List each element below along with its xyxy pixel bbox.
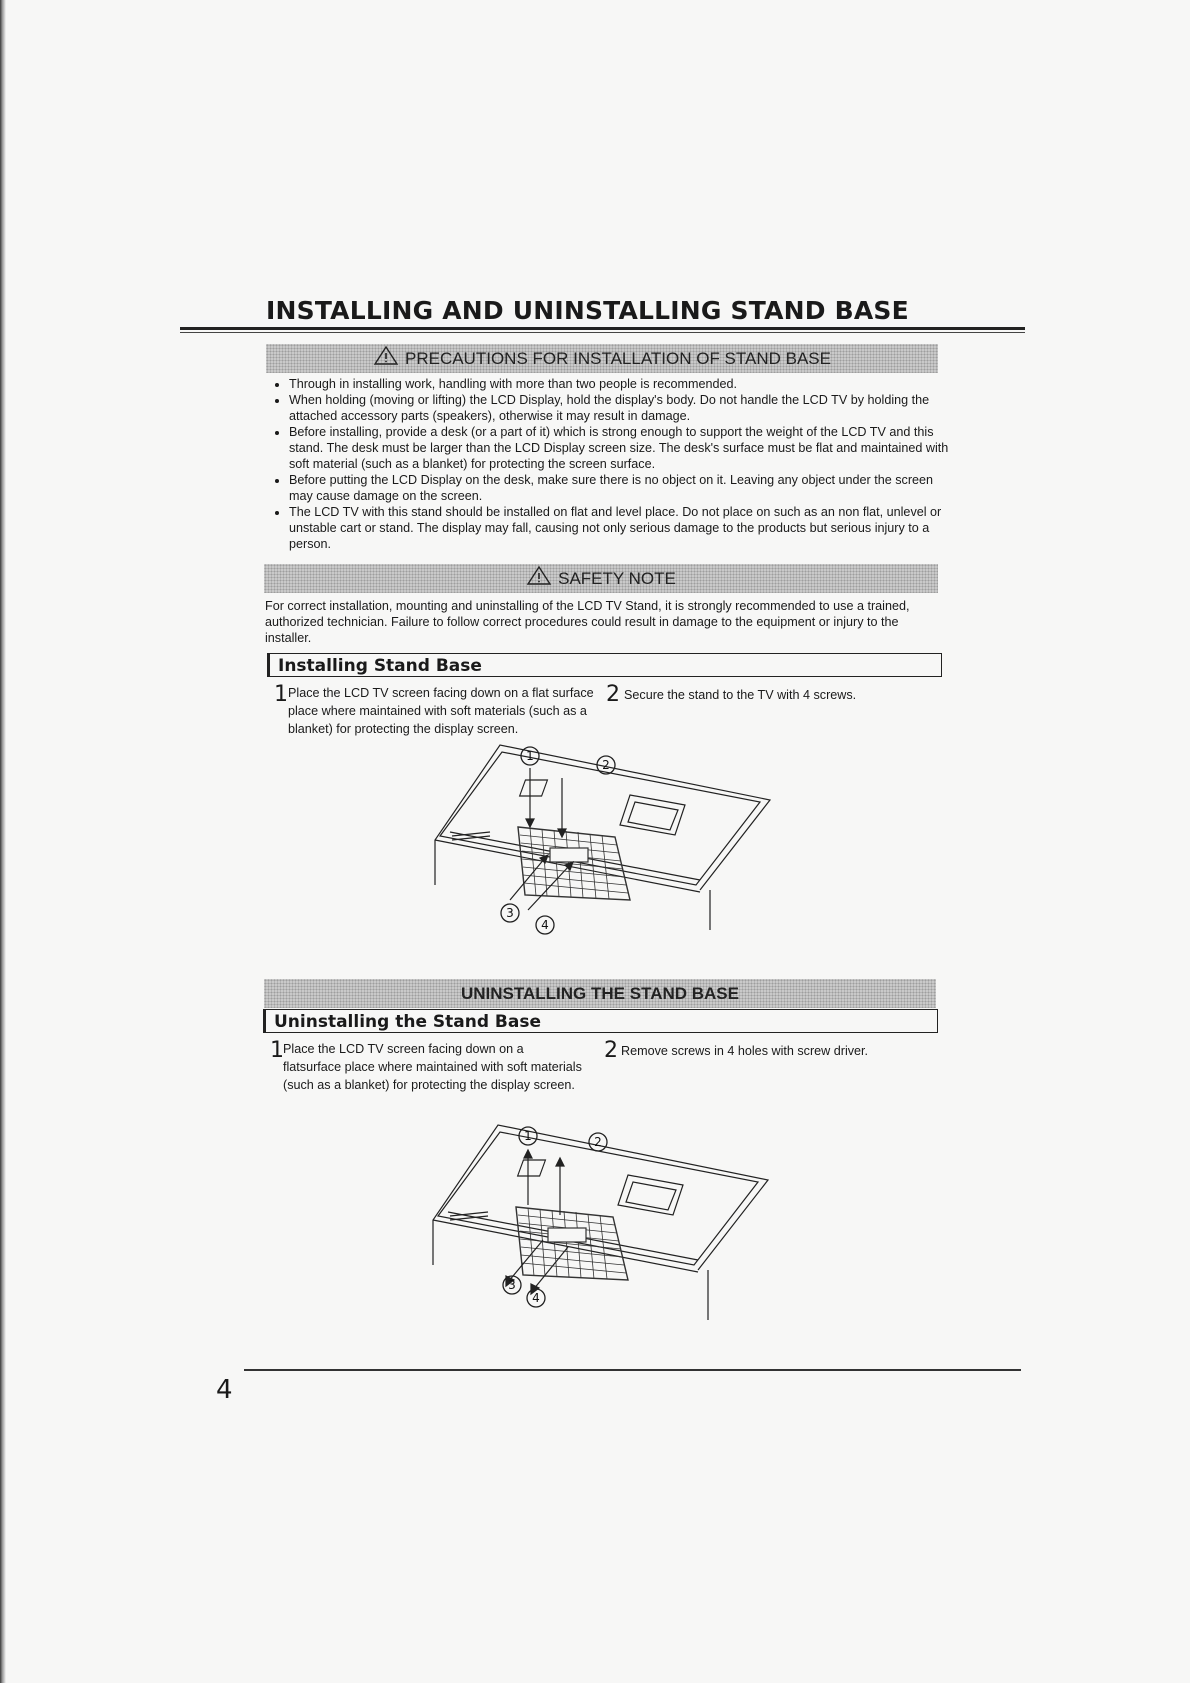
warning-triangle-icon (373, 345, 399, 374)
page-number: 4 (216, 1375, 233, 1405)
callout-1: 1 (524, 1129, 532, 1143)
safety-text: For correct installation, mounting and uninstalling of the LCD TV Stand, it is strongly recommended to use a trained, authorized technician. Failure to follow correct procedures could result in damage to the equipment or injury to the installer. (265, 599, 910, 645)
scan-edge-shadow (0, 0, 6, 1683)
precautions-list (268, 376, 955, 552)
precaution-item: • The LCD TV with this stand should be installed on flat and level place. Do not place on such as an non flat, unlevel or unstable cart or stand. The display may fall, causing not only serious damage to the products but serious injury to a person. (289, 504, 955, 552)
callout-2: 2 (602, 758, 610, 772)
precaution-item: • Before installing, provide a desk (or a part of it) which is strong enough to support the weight of the LCD TV and this stand. The desk must be larger than the LCD Display screen size. The desk's surface must be flat and maintained with soft material (such as a blanket) for protecting the screen surface. (289, 424, 955, 472)
install-step2-number: 2 (606, 682, 620, 707)
precautions-heading: PRECAUTIONS FOR INSTALLATION OF STAND BASE (404, 349, 831, 368)
footer-rule (244, 1369, 1021, 1371)
safety-band (264, 564, 938, 593)
precaution-item: • Through in installing work, handling with more than two people is recommended. (289, 376, 955, 392)
precaution-item: • When holding (moving or lifting) the LCD Display, hold the display's body. Do not handle the LCD TV by holding the attached accessory parts (speakers), otherwise it may result in damage. (289, 392, 955, 424)
install-step1-number: 1 (274, 682, 288, 707)
precautions-band (266, 344, 938, 373)
callout-4: 4 (532, 1291, 540, 1305)
install-step2-text: Secure the stand to the TV with 4 screws. (624, 688, 857, 702)
title-rule-thin (180, 332, 1025, 333)
page-title: INSTALLING AND UNINSTALLING STAND BASE (266, 296, 909, 325)
callout-2: 2 (594, 1135, 602, 1149)
uninstalling-band: UNINSTALLING THE STAND BASE (264, 979, 936, 1008)
precaution-item: • Before putting the LCD Display on the desk, make sure there is no object on it. Leaving any object under the screen may cause damage on the screen. (289, 472, 955, 504)
uninstalling-heading: Uninstalling the Stand Base (263, 1009, 938, 1033)
uninstall-step2-text: Remove screws in 4 holes with screw driver. (621, 1044, 869, 1058)
uninstall-step1-text: Place the LCD TV screen facing down on a flatsurface place where maintained with soft materials (such as a blanket) for protecting the display screen. (283, 1042, 582, 1092)
title-rule (180, 327, 1025, 330)
warning-triangle-icon (526, 565, 552, 594)
installing-heading: Installing Stand Base (267, 653, 942, 677)
install-step1-text: Place the LCD TV screen facing down on a flat surface place where maintained with soft materials (such as a blanket) for protecting the display screen. (288, 686, 594, 736)
callout-3: 3 (506, 906, 514, 920)
uninstall-step1-number: 1 (270, 1038, 284, 1063)
callout-1: 1 (526, 749, 534, 763)
callout-4: 4 (541, 918, 549, 932)
safety-heading: SAFETY NOTE (558, 569, 676, 588)
callout-3: 3 (508, 1278, 516, 1292)
uninstall-step2-number: 2 (604, 1038, 618, 1063)
uninstall-diagram (428, 1120, 778, 1320)
install-diagram (430, 740, 780, 940)
